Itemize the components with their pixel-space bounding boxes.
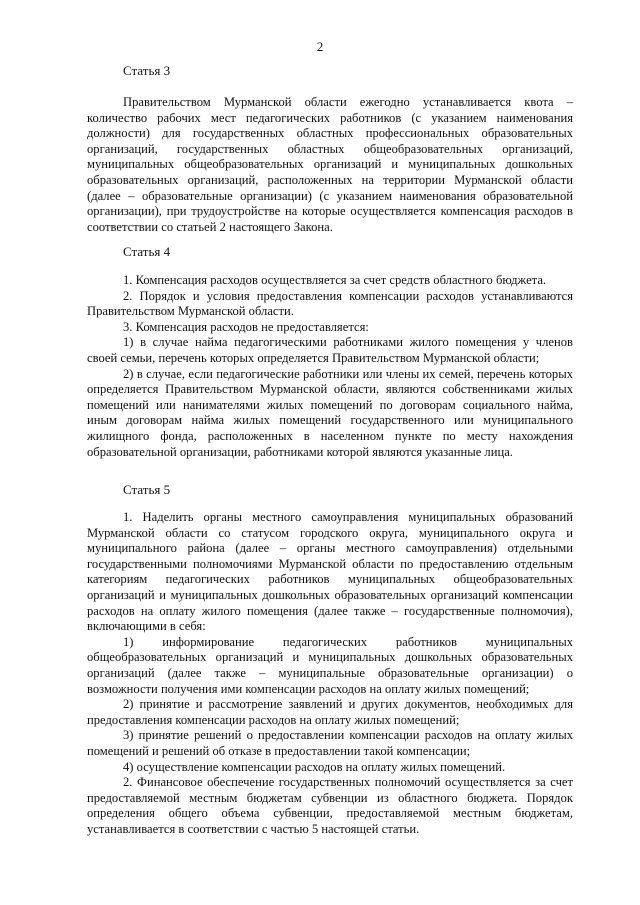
paragraph: 3) принятие решений о предоставлении компенсации расходов на оплату жилых помещений и решений об отказе в предоставлении такой компенсации; — [87, 728, 573, 758]
article-5-body — [87, 510, 573, 837]
paragraph: 1. Компенсация расходов осуществляется за счет средств областного бюджета. — [123, 273, 547, 287]
article-3-heading: Статья 3 — [123, 63, 171, 78]
paragraph: 1) информирование педагогических работников муниципальных общеобразовательных организаций и муниципальных дошкольных образовательных организаций (далее также – муниципальные образовательные организации) о возможности получения ими компенсации расходов на оплату жилых помещений; — [87, 634, 573, 696]
page-number: 2 — [316, 39, 324, 54]
article-3-body — [87, 95, 573, 235]
paragraph: 3. Компенсация расходов не предоставляется: — [123, 319, 369, 334]
paragraph: 1) в случае найма педагогическими работниками жилого помещения у членов своей семьи, перечень которых определяется Правительством Мурманской области; — [87, 335, 573, 365]
paragraph: Правительством Мурманской области ежегодно устанавливается квота – количество рабочих мест педагогических работников (с указанием наименования должности) для государственных областных профессиональных образовательных организаций, государственных областных общеобразовательных организаций, муниципальных общеобразовательных организаций и муниципальных дошкольных образовательных организаций, расположенных на территории Мурманской области (далее – образовательные организации) (с указанием наименования образовательной организации), при трудоустройстве на которые осуществляется компенсация расходов в соответствии со статьей 2 настоящего Закона. — [87, 95, 573, 234]
paragraph: 4) осуществление компенсации расходов на оплату жилых помещений. — [123, 759, 506, 774]
paragraph: 2. Финансовое обеспечение государственных полномочий осуществляется за счет предоставляемой местным бюджетам субвенции из областного бюджета. Порядок определения общего объема субвенции, предоставляемой местным бюджетам, устанавливается в соответствии с частью 5 настоящей статьи. — [87, 775, 573, 836]
paragraph: 1. Наделить органы местного самоуправления муниципальных образований Мурманской области со статусом городского округа, муниципального округа и муниципального района (далее – органы местного самоуправления) отдельными государственными полномочиями Мурманской области по предоставлению отдельным категориям педагогических работников муниципальных общеобразовательных организаций и муниципальных дошкольных образовательных организаций компенсации расходов на оплату жилого помещения (далее также – государственные полномочия), включающими в себя: — [87, 510, 573, 634]
paragraph: 2. Порядок и условия предоставления компенсации расходов устанавливаются Правительством Мурманской области. — [87, 288, 573, 319]
article-4-heading: Статья 4 — [123, 244, 171, 259]
paragraph: 2) принятие и рассмотрение заявлений и других документов, необходимых для предоставления компенсации расходов на оплату жилых помещений; — [87, 697, 573, 727]
article-5-heading: Статья 5 — [123, 482, 171, 497]
paragraph: 2) в случае, если педагогические работники или члены их семей, перечень которых определяется Правительством Мурманской области, являются собственниками жилых помещений или нанимателями жилых помещений по договорам социального найма, иным договорам найма жилых помещений государственного или муниципального жилищного фонда, расположенных в населенном пункте по месту нахождения образовательной организации, работниками которой являются указанные лица. — [87, 366, 573, 459]
article-4-body — [87, 273, 573, 460]
